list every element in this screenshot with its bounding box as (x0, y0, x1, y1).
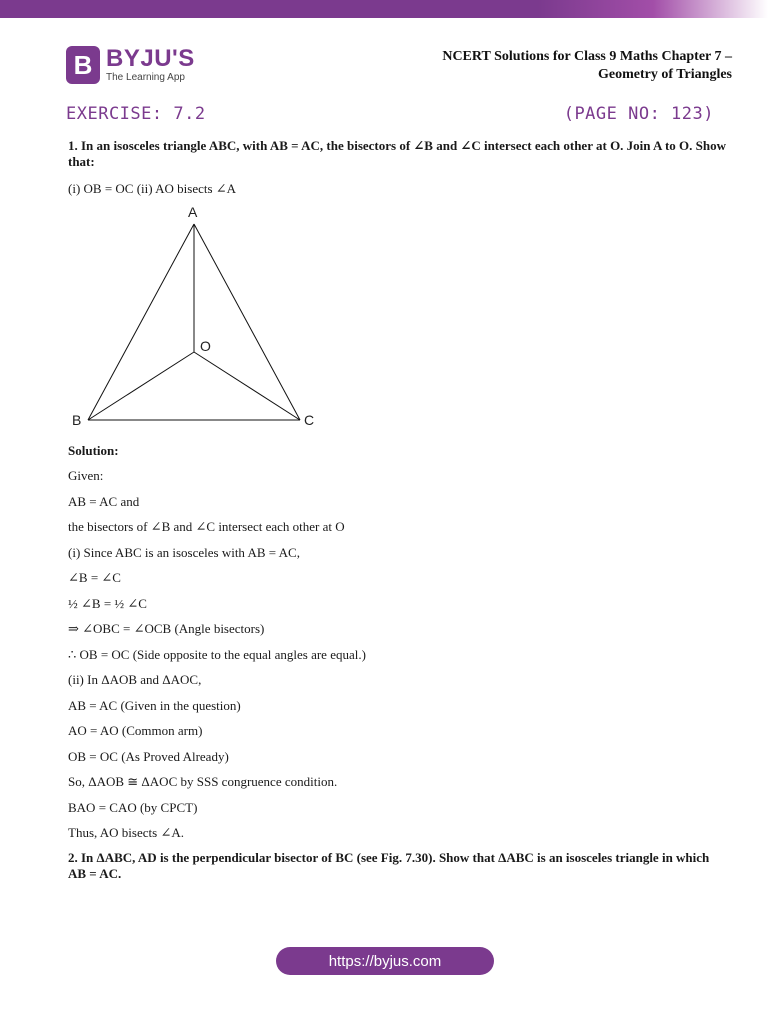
solution-line: ∠B = ∠C (68, 570, 121, 585)
solution-line: the bisectors of ∠B and ∠C intersect each other at O (68, 519, 345, 534)
solution-heading: Solution: (68, 442, 119, 458)
solution-line: OB = OC (As Proved Already) (68, 748, 229, 764)
triangle-figure (68, 203, 348, 434)
solution-line: (i) Since ABC is an isosceles with AB = AC, (68, 544, 300, 560)
vertex-label-b: B (72, 411, 82, 428)
solution-line: (ii) In ΔAOB and ΔAOC, (68, 672, 202, 687)
segment-ob (88, 352, 194, 420)
question-2: 2. In ΔABC, AD is the perpendicular bisector of BC (see Fig. 7.30). Show that ΔABC is an isosceles triangle in which AB = AC. (68, 849, 710, 881)
solution-line: ∴ OB = OC (Side opposite to the equal angles are equal.) (68, 646, 366, 662)
page-content (68, 138, 728, 882)
solution-line: Thus, AO bisects ∠A. (68, 825, 184, 840)
exercise-label: EXERCISE: 7.2 (66, 104, 206, 124)
solution-line: ½ ∠B = ½ ∠C (68, 595, 147, 611)
vertex-label-c: C (304, 411, 315, 428)
title-line-2: Geometry of Triangles (597, 67, 732, 82)
solution-line: BAO = CAO (by CPCT) (68, 799, 198, 815)
logo-letter: B (73, 49, 93, 80)
byjus-logo (66, 44, 195, 86)
solution-line: AB = AC and (68, 493, 140, 509)
triangle-diagram (68, 212, 348, 434)
solution-line: ⇒ ∠OBC = ∠OCB (Angle bisectors) (68, 621, 265, 636)
document-title (392, 48, 732, 84)
solution-line: AB = AC (Given in the question) (68, 697, 241, 713)
question-1-parts: (i) OB = OC (ii) AO bisects ∠A (68, 181, 237, 196)
brand-tagline: The Learning App (106, 72, 185, 83)
question-1: 1. In an isosceles triangle ABC, with AB = AC, the bisectors of ∠B and ∠C intersect each other at O. Join A to O. Show that: (68, 138, 727, 169)
page-number: (PAGE NO: 123) (563, 104, 714, 124)
logo-mark (66, 46, 100, 84)
vertex-label-a: A (188, 203, 198, 220)
logo-text (106, 47, 195, 83)
footer-url-text: https://byjus.com (328, 952, 442, 970)
footer-url-link[interactable] (276, 947, 494, 975)
vertex-label-o: O (200, 337, 211, 354)
side-ac (194, 224, 300, 420)
brand-name: BYJU'S (106, 45, 195, 72)
side-ab (88, 224, 194, 420)
segment-oc (194, 352, 300, 420)
exercise-heading (66, 104, 714, 124)
solution-line: Given: (68, 468, 104, 483)
solution-line: AO = AO (Common arm) (68, 723, 203, 738)
top-accent-bar (0, 0, 768, 18)
title-line-1: NCERT Solutions for Class 9 Maths Chapter 7 – (442, 49, 732, 64)
solution-line: So, ΔAOB ≅ ΔAOC by SSS congruence condition. (68, 774, 338, 789)
